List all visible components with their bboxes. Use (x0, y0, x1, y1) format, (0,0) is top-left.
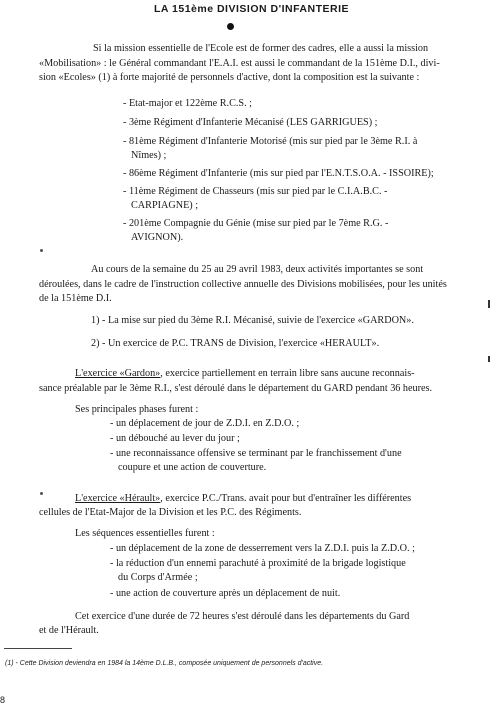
activities-line: déroulées, dans le cadre de l'instruction collective annuelle des Divisions mobilisées, pour les unités (39, 279, 447, 290)
activities-line: Au cours de la semaine du 25 au 29 avril 1983, deux activités importantes se sont (91, 264, 424, 275)
gardon-phases-title: Ses principales phases furent : (75, 404, 199, 415)
activities-line: de la 151ème D.I. (39, 293, 112, 304)
page-number: 8 (0, 695, 6, 705)
herault-line-1 (75, 493, 411, 505)
activity-item-1: 1) - La mise sur pied du 3ème R.I. Mécanisé, suivie de l'exercice «GARDON». (91, 315, 414, 326)
intro-line: Si la mission essentielle de l'Ecole est de former des cadres, elle a aussi la mission (93, 43, 429, 54)
herault-sequence: - une action de couverture après un déplacement de nuit. (110, 588, 341, 599)
herault-sequence-cont: du Corps d'Armée ; (118, 572, 198, 583)
composition-item: - 201ème Compagnie du Génie (mise sur pied par le 7ème R.G. - (123, 218, 389, 229)
footnote: (1) - Cette Division deviendra en 1984 la 14ème D.L.B., composée uniquement de personnels d'active. (5, 660, 324, 667)
intro-line: sion «Ecoles» (1) à forte majorité de personnels d'active, dont la composition est la suivante : (39, 72, 420, 83)
gardon-line-1-rest: , exercice partiellement en terrain libre sans aucune reconnais- (160, 368, 415, 379)
intro-line: «Mobilisation» : le Général commandant l'E.A.I. est aussi le commandant de la 151ème D.I., divi- (39, 58, 440, 69)
gardon-line-2: sance préalable par le 3ème R.I., s'est déroulé dans le département du GARD pendant 36 heures. (39, 383, 433, 394)
bullet-dot-icon (227, 23, 234, 30)
composition-item: - 81ème Régiment d'Infanterie Motorisé (mis sur pied par le 3ème R.I. à (123, 136, 418, 147)
composition-item-cont: Nîmes) ; (131, 150, 167, 161)
conclusion-line: Cet exercice d'une durée de 72 heures s'est déroulé dans les départements du Gard (75, 611, 410, 622)
activity-item-2: 2) - Un exercice de P.C. TRANS de Division, l'exercice «HERAULT». (91, 338, 380, 349)
gardon-phase: - un déplacement de jour de Z.D.I. en Z.D.O. ; (110, 418, 300, 429)
herault-seq-title: Les séquences essentielles furent : (75, 528, 215, 539)
herault-line-2: cellules de l'Etat-Major de la Division et les P.C. des Régiments. (39, 507, 302, 518)
herault-line-1-rest: , exercice P.C./Trans. avait pour but d'entraîner les différentes (160, 493, 412, 504)
composition-item-cont: CARPIAGNE) ; (131, 200, 199, 211)
gardon-label: L'exercice «Gardon» (75, 368, 161, 379)
gardon-phase-cont: coupure et une action de couverture. (118, 462, 267, 473)
gardon-phase: - une reconnaissance offensive se terminant par le franchissement d'une (110, 448, 402, 459)
herault-sequence: - un déplacement de la zone de desserrement vers la Z.D.I. puis la Z.D.O. ; (110, 543, 415, 554)
composition-item-cont: AVIGNON). (131, 232, 184, 243)
page-title: LA 151ème DIVISION D'INFANTERIE (154, 3, 349, 15)
composition-item: - 86ème Régiment d'Infanterie (mis sur pied par l'E.N.T.S.O.A. - ISSOIRE); (123, 168, 434, 179)
conclusion-line: et de l'Hérault. (39, 625, 99, 636)
margin-mark (488, 356, 490, 362)
herault-label: L'exercice «Hérault» (75, 493, 161, 504)
gardon-line-1 (75, 368, 415, 380)
margin-mark (40, 249, 43, 252)
gardon-phase: - un débouché au lever du jour ; (110, 433, 240, 444)
composition-item: - 3ème Régiment d'Infanterie Mécanisé (LES GARRIGUES) ; (123, 117, 378, 128)
footnote-divider (4, 648, 72, 649)
margin-mark (488, 300, 490, 308)
herault-sequence: - la réduction d'un ennemi parachuté à proximité de la brigade logistique (110, 558, 406, 569)
composition-item: - 11ème Régiment de Chasseurs (mis sur pied par le C.I.A.B.C. - (123, 186, 388, 197)
margin-mark (40, 492, 43, 495)
composition-item: - Etat-major et 122ème R.C.S. ; (123, 98, 253, 109)
